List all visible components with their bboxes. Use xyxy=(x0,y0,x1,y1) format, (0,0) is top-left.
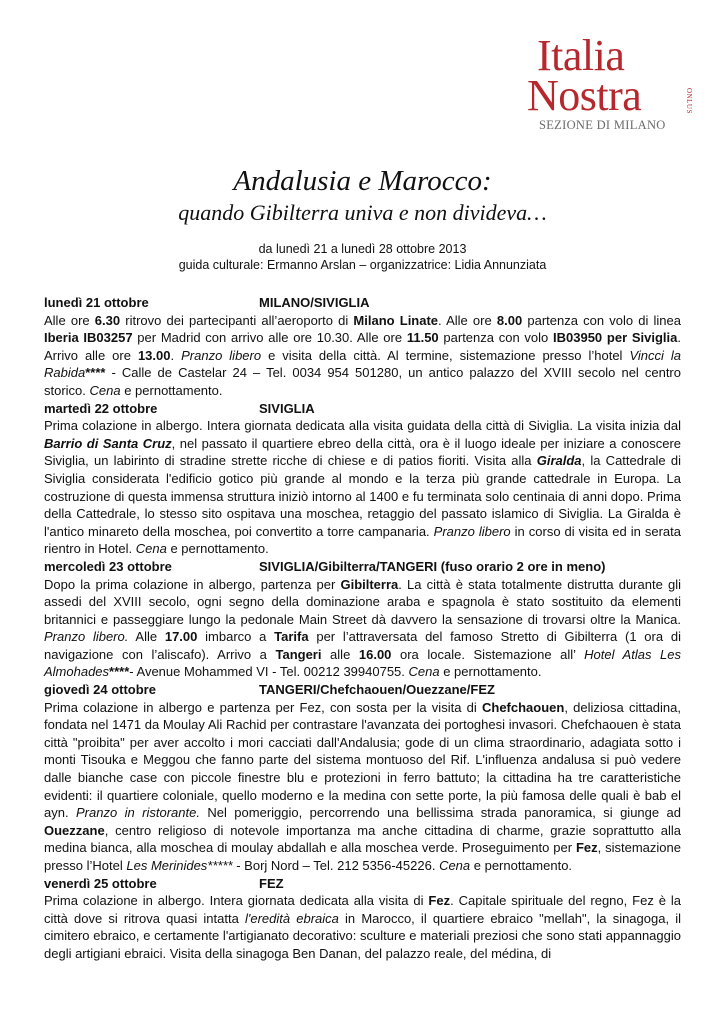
itinerary xyxy=(44,294,681,963)
logo-line-2: Nostra xyxy=(527,71,642,120)
day-route: FEZ xyxy=(259,875,284,891)
text-run: Prima colazione in albergo. Intera giornata dedicata alla visita di xyxy=(44,893,429,909)
day-block xyxy=(44,681,681,875)
text-run: Gibilterra xyxy=(340,576,399,592)
text-run: Fez xyxy=(428,893,451,909)
text-run: ora locale. Sistemazione all’ xyxy=(391,646,585,662)
day-route: MILANO/SIVIGLIA xyxy=(259,295,370,310)
day-block xyxy=(44,875,681,963)
text-run: e pernottamento. xyxy=(166,541,269,557)
text-run: in Marocco, il quartiere ebraico "mellah", la sinagoga, il cimitero ebraico, e certamente l'artigianato decorativo: sculture e materiali preziosi che sono stati appannaggio degli artigiani ebraici. Visita della sinagoga Ben Danan, del palazzo reale, del médina, di xyxy=(44,910,682,961)
trip-info xyxy=(0,241,725,273)
day-description xyxy=(44,312,681,400)
text-run: Barrio di Santa Cruz xyxy=(44,435,172,451)
text-run: Milano Linate xyxy=(353,312,439,328)
day-description xyxy=(44,576,681,682)
logo-line-1: Italia xyxy=(537,31,625,80)
day-date: venerdì 25 ottobre xyxy=(44,875,157,891)
text-run: Alle xyxy=(128,629,165,645)
day-heading xyxy=(44,294,681,312)
text-run: l'eredità ebraica xyxy=(244,910,339,926)
day-heading xyxy=(44,558,681,576)
day-route: TANGERI/Chefchaouen/Ouezzane/FEZ xyxy=(259,682,495,698)
text-run: partenza con volo xyxy=(438,330,554,346)
day-heading xyxy=(44,400,681,418)
text-run: Dopo la prima colazione in albergo, partenza per xyxy=(44,576,341,592)
text-run: , sistemazione presso l’Hotel xyxy=(44,840,681,873)
trip-guide: guida culturale: Ermanno Arslan – organizzatrice: Lidia Annunziata xyxy=(178,258,547,272)
day-route: SIVIGLIA xyxy=(259,400,315,416)
day-description xyxy=(44,417,681,558)
text-run: Iberia IB03257 xyxy=(44,330,133,346)
text-run: Cena xyxy=(89,382,121,398)
text-run: ritrovo dei partecipanti all’aeroporto di xyxy=(120,312,354,328)
text-run: 11.50 xyxy=(406,330,439,346)
logo-section: SEZIONE DI MILANO xyxy=(539,118,666,132)
day-heading xyxy=(44,875,681,893)
text-run: Pranzo libero xyxy=(181,347,262,363)
text-run: 6.30 xyxy=(94,312,121,328)
text-run: e pernottamento. xyxy=(439,664,542,680)
text-run: Cena xyxy=(439,858,471,873)
text-run: Tangeri xyxy=(275,646,322,662)
text-run: . Capitale spirituale del regno, Fez è la città dove si ritrova quasi intatta xyxy=(44,893,681,926)
text-run: e visita della città. Al termine, sistemazione presso l’hotel xyxy=(261,347,630,363)
text-run: alle xyxy=(321,646,359,662)
text-run: Ouezzane xyxy=(44,822,105,838)
document-title: Andalusia e Marocco: xyxy=(233,165,492,197)
text-run: - Avenue Mohammed VI - Tel. 00212 39940755. xyxy=(129,664,409,680)
text-run: 16.00 xyxy=(358,646,392,662)
text-run: e pernottamento. xyxy=(120,382,223,398)
day-date: martedì 22 ottobre xyxy=(44,400,158,416)
text-run: Pranzo in ristorante. xyxy=(76,805,200,821)
day-block xyxy=(44,294,681,400)
italia-nostra-logo xyxy=(500,31,700,134)
text-run: imbarco a xyxy=(197,629,275,645)
trip-dates: da lunedì 21 a lunedì 28 ottobre 2013 xyxy=(258,242,467,256)
text-run: - Calle de Castelar 24 – Tel. 0034 954 501280, un antico palazzo del XVIII secolo nel centro storico. xyxy=(44,365,681,398)
text-run: Alle ore xyxy=(44,312,95,328)
text-run: per l’attraversata del famoso Stretto di Gibilterra (1 ora di navigazione con l’aliscafo). Arrivo a xyxy=(44,629,681,662)
text-run: Prima colazione in albergo e partenza per Fez, con sosta per la visita di xyxy=(44,699,482,715)
text-run: , deliziosa cittadina, fondata nel 1471 da Moulay Ali Rachid per contrastare l'avanzata dei portoghesi invasori. Chefchaouen è stata città "proibita" per aver accolto i mori cacciati dall'Andalusia; gode di un clima straordinario, adagiata sotto i monti Tisouka e Meggou che fanno parte del sistema montuoso del Rif. L'influenza andalusa si può vedere dalle bianche case con piccole finestre blu e protezioni in ferro battuto; la cittadina ha tre caratteristiche evidenti: il quartiere coloniale, quello moderno e la medina con sette porte, la più famosa delle quali è bab el ayn. xyxy=(44,699,681,821)
day-block xyxy=(44,558,681,681)
text-run: , nel passato il quartiere ebreo della città, ora è il luogo ideale per iniziare a conoscere Siviglia, un labirinto di stradine strette ricche di chiese e di patios fioriti. Visita alla xyxy=(44,435,682,469)
text-run: 13.00 xyxy=(137,347,171,363)
text-run: Les Merinides***** xyxy=(126,858,233,873)
text-run: e pernottamento. xyxy=(470,858,573,873)
text-run: Hotel Atlas Les Almohades xyxy=(44,646,681,680)
text-run: **** xyxy=(109,664,130,680)
text-run: , centro religioso di notevole importanza ma anche cittadina di charme, grazie soprattutto alla medina bianca, alla moschea di moulay abdallah e alla moschea verde. Proseguimento per xyxy=(44,822,681,856)
text-run: Pranzo libero. xyxy=(44,629,129,645)
text-run: per Madrid con arrivo alle ore 10.30. Alle ore xyxy=(132,330,407,346)
text-run: partenza con volo di linea xyxy=(522,312,681,328)
day-route: SIVIGLIA/Gibilterra/TANGERI (fuso orario 2 ore in meno) xyxy=(259,558,606,574)
text-run: in corso di visita ed in serata rientro in Hotel. xyxy=(44,523,681,557)
day-description xyxy=(44,892,681,962)
text-run: . xyxy=(170,347,182,363)
document-subtitle: quando Gibilterra univa e non divideva… xyxy=(178,200,547,225)
logo-onlus: ONLUS xyxy=(685,88,693,114)
text-run: IB03950 per Siviglia xyxy=(553,330,678,346)
text-run: **** xyxy=(85,365,106,381)
text-run: . Alle ore xyxy=(438,312,497,328)
day-date: mercoledì 23 ottobre xyxy=(44,558,172,574)
text-run: Vincci la Rabida xyxy=(44,347,681,381)
text-run: Tarifa xyxy=(274,629,309,645)
text-run: . Arrivo alle ore xyxy=(44,330,682,363)
day-date: lunedì 21 ottobre xyxy=(44,295,149,310)
text-run: Fez xyxy=(575,840,598,856)
day-date: giovedì 24 ottobre xyxy=(44,682,156,698)
text-run: Prima colazione in albergo. Intera giornata dedicata alla visita guidata della città di Siviglia. La visita inizia dal xyxy=(44,418,681,434)
text-run: Giralda xyxy=(536,453,582,469)
day-block xyxy=(44,400,681,558)
text-run: Pranzo libero xyxy=(433,523,511,539)
text-run: , la Cattedrale di Siviglia considerata l'edificio gotico più grande al mondo e la terza più grande cattedrale in Europa. La costruzione di questa immensa struttura iniziò intorno al 1400 e fu terminata solo centinaia di anni dopo. Prima della Cattedrale, lo stesso sito ospitava una moschea, retaggio del passato islamico di Siviglia. La Giralda è l'antico minareto della moschea, poi convertito a torre campanaria. xyxy=(44,453,681,539)
text-run: - Borj Nord – Tel. 212 5356-45226. xyxy=(232,858,440,873)
text-run: Cena xyxy=(408,664,440,680)
text-run: Nel pomeriggio, percorrendo una bellissima strada panoramica, si giunge ad xyxy=(199,805,681,821)
text-run: 8.00 xyxy=(496,312,523,328)
text-run: . La città è stata totalmente distrutta durante gli assedi del XVIII secolo, ogni segno della dominazione araba e spagnola è stato sostituito da elementi britannici e passeggiare lungo la pedonale Main Street dà davvero la sensazione di trovarsi oltre la Manica. xyxy=(44,576,681,627)
text-run: Chefchaouen xyxy=(481,699,565,715)
day-description xyxy=(44,699,681,875)
day-heading xyxy=(44,681,681,699)
text-run: 17.00 xyxy=(164,629,198,645)
text-run: Cena xyxy=(135,541,167,557)
